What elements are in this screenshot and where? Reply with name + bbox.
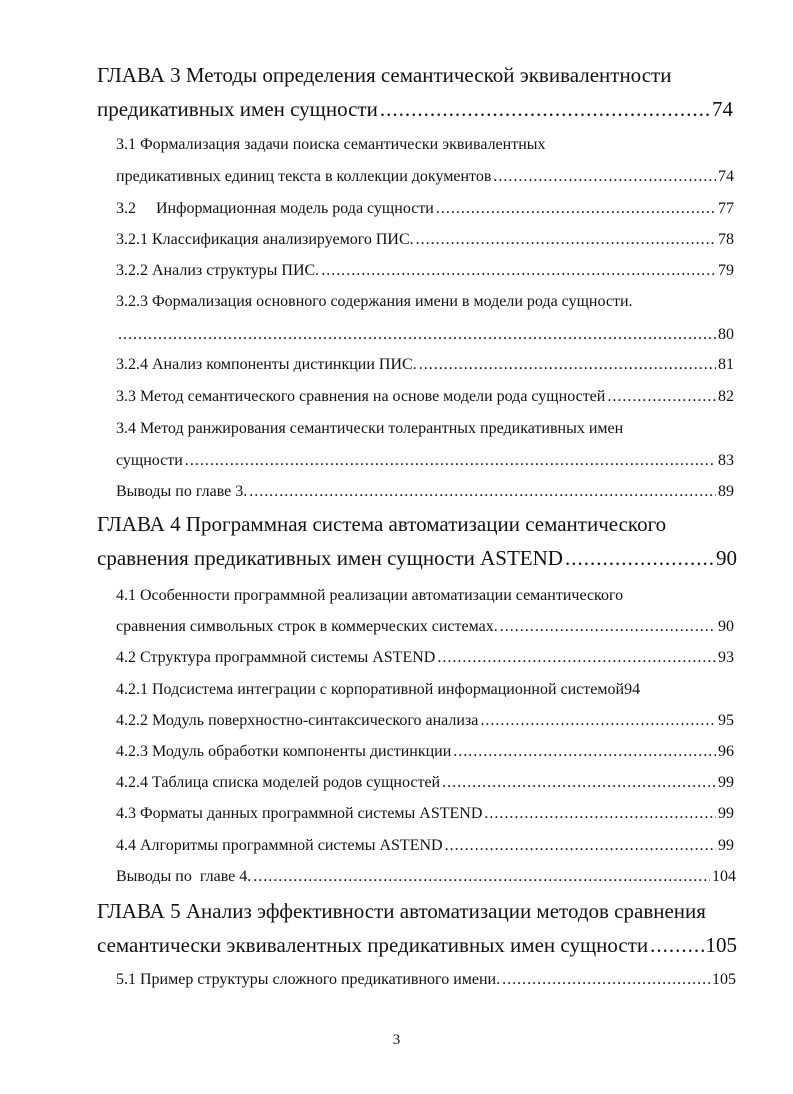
leader-dots (607, 388, 716, 406)
leader-dots (416, 231, 716, 249)
toc-entry-title: 4.3 Форматы данных программной системы ASTEND (116, 805, 483, 822)
leader-dots (493, 168, 716, 186)
toc-section-4-2-3[interactable] (116, 743, 734, 761)
leader-dots (419, 356, 716, 374)
leader-dots (442, 774, 716, 792)
toc-section-4-1[interactable] (116, 618, 734, 636)
leader-dots (436, 200, 716, 218)
toc-section-3-3[interactable] (116, 388, 734, 406)
toc-entry-title: семантически эквивалентных предикативных имен сущности (97, 933, 649, 957)
leader-dots (437, 649, 716, 667)
toc-section-3-2-2[interactable] (116, 262, 734, 280)
toc-page-number: 90 (718, 618, 734, 635)
toc-chapter-4-line1: ГЛАВА 4 Программная система автоматизации семантического (97, 512, 667, 536)
leader-dots (484, 805, 716, 823)
toc-page-number: 89 (718, 483, 734, 500)
leader-dots (249, 483, 716, 501)
toc-page-number: 77 (718, 200, 734, 217)
toc-entry-title: сущности (116, 452, 183, 469)
leader-dots (502, 971, 710, 989)
toc-entry-title: 4.4 Алгоритмы программной системы ASTEND (116, 837, 443, 854)
toc-conclusions-3[interactable] (116, 483, 734, 501)
toc-section-3-1-line1: 3.1 Формализация задачи поиска семантически эквивалентных (116, 136, 546, 153)
toc-entry-title: 3.2.1 Классификация анализируемого ПИС. (116, 231, 414, 248)
toc-page-number: 99 (718, 837, 734, 854)
toc-page-number: 99 (718, 774, 734, 791)
toc-section-3-2-3-line1: 3.2.3 Формализация основного содержания имени в модели рода сущности. (116, 293, 633, 310)
toc-section-4-4[interactable] (116, 837, 734, 855)
toc-chapter-3-line1: ГЛАВА 3 Методы определения семантической эквивалентности (97, 63, 672, 87)
toc-entry-title: 4.2.2 Модуль поверхностно-синтаксического анализа (116, 712, 479, 729)
toc-section-4-3[interactable] (116, 805, 734, 823)
toc-page-number: 79 (718, 262, 734, 279)
leader-dots (565, 546, 714, 571)
toc-page-number: 104 (712, 868, 736, 885)
toc-entry-title: предикативных имен сущности (97, 97, 378, 121)
leader-dots (185, 452, 716, 470)
toc-entry-title: 3.2 Информационная модель рода сущности (116, 200, 434, 217)
toc-page-number: 105 (705, 933, 737, 957)
toc-page-number: 105 (712, 971, 736, 988)
toc-section-3-1[interactable] (116, 168, 734, 186)
leader-dots (480, 712, 716, 730)
toc-entry-title: 4.2 Структура программной системы ASTEND (116, 649, 436, 666)
toc-page-number: 96 (718, 743, 734, 760)
toc-entry-title: сравнения предикативных имен сущности ASTEND (97, 546, 563, 570)
toc-entry-title: сравнения символьных строк в коммерческих системах. (116, 618, 498, 635)
toc-chapter-3[interactable] (97, 97, 733, 122)
toc-entry-title: 3.2.4 Анализ компоненты дистинкции ПИС. (116, 356, 417, 373)
toc-page-number: 80 (718, 326, 734, 343)
toc-page-number: 78 (718, 231, 734, 248)
toc-page-number: 94 (624, 681, 641, 698)
toc-entry-title: Выводы по главе 3. (116, 483, 248, 500)
toc-section-4-2[interactable] (116, 649, 734, 667)
leader-dots (253, 868, 710, 886)
toc-section-3-4-line1: 3.4 Метод ранжирования семантически толерантных предикативных имен (116, 420, 624, 437)
toc-entry-title: 3.3 Метод семантического сравнения на основе модели рода сущностей (116, 388, 606, 405)
toc-entry-title: предикативных единиц текста в коллекции документов (116, 168, 492, 185)
toc-page-number: 74 (712, 97, 733, 121)
leader-dots (445, 837, 716, 855)
toc-page-number: 99 (718, 805, 734, 822)
toc-section-5-1[interactable] (116, 971, 736, 989)
toc-page-number: 74 (718, 168, 734, 185)
toc-page-number: 81 (718, 356, 734, 373)
toc-section-4-2-4[interactable] (116, 774, 734, 792)
toc-section-4-1-line1: 4.1 Особенности программной реализации автоматизации семантического (116, 587, 624, 604)
toc-page-number: 95 (718, 712, 734, 729)
toc-entry-title: Выводы по главе 4. (116, 868, 252, 885)
toc-entry-title: 5.1 Пример структуры сложного предикативного имени. (116, 971, 501, 988)
toc-entry-title: 4.2.4 Таблица списка моделей родов сущностей (116, 774, 441, 791)
toc-chapter-4[interactable] (97, 546, 737, 571)
page-number: 3 (392, 1032, 401, 1048)
leader-dots (453, 743, 716, 761)
leader-dots (650, 933, 703, 958)
leader-dots (380, 97, 710, 122)
toc-section-3-2[interactable] (116, 200, 734, 218)
toc-section-3-2-3[interactable] (116, 326, 734, 344)
toc-entry-title: 4.2.1 Подсистема интеграции с корпоративной информационной системой (116, 681, 625, 698)
toc-entry-title: 4.2.3 Модуль обработки компоненты дистинкции (116, 743, 452, 760)
leader-dots (118, 326, 716, 344)
toc-page-number: 93 (718, 649, 734, 666)
leader-dots (321, 262, 716, 280)
toc-section-4-2-2[interactable] (116, 712, 734, 730)
toc-conclusions-4[interactable] (116, 868, 736, 886)
toc-entry-title: 3.2.2 Анализ структуры ПИС. (116, 262, 320, 279)
toc-section-3-2-1[interactable] (116, 231, 734, 249)
toc-chapter-5-line1: ГЛАВА 5 Анализ эффективности автоматизации методов сравнения (97, 899, 706, 923)
toc-chapter-5[interactable] (97, 933, 737, 958)
toc-section-3-2-4[interactable] (116, 356, 734, 374)
toc-section-3-4[interactable] (116, 452, 734, 470)
leader-dots (500, 618, 716, 636)
toc-page-number: 90 (716, 546, 737, 570)
toc-section-4-2-1[interactable] (116, 681, 736, 699)
toc-page-number: 82 (718, 388, 734, 405)
toc-page-number: 83 (718, 452, 734, 469)
